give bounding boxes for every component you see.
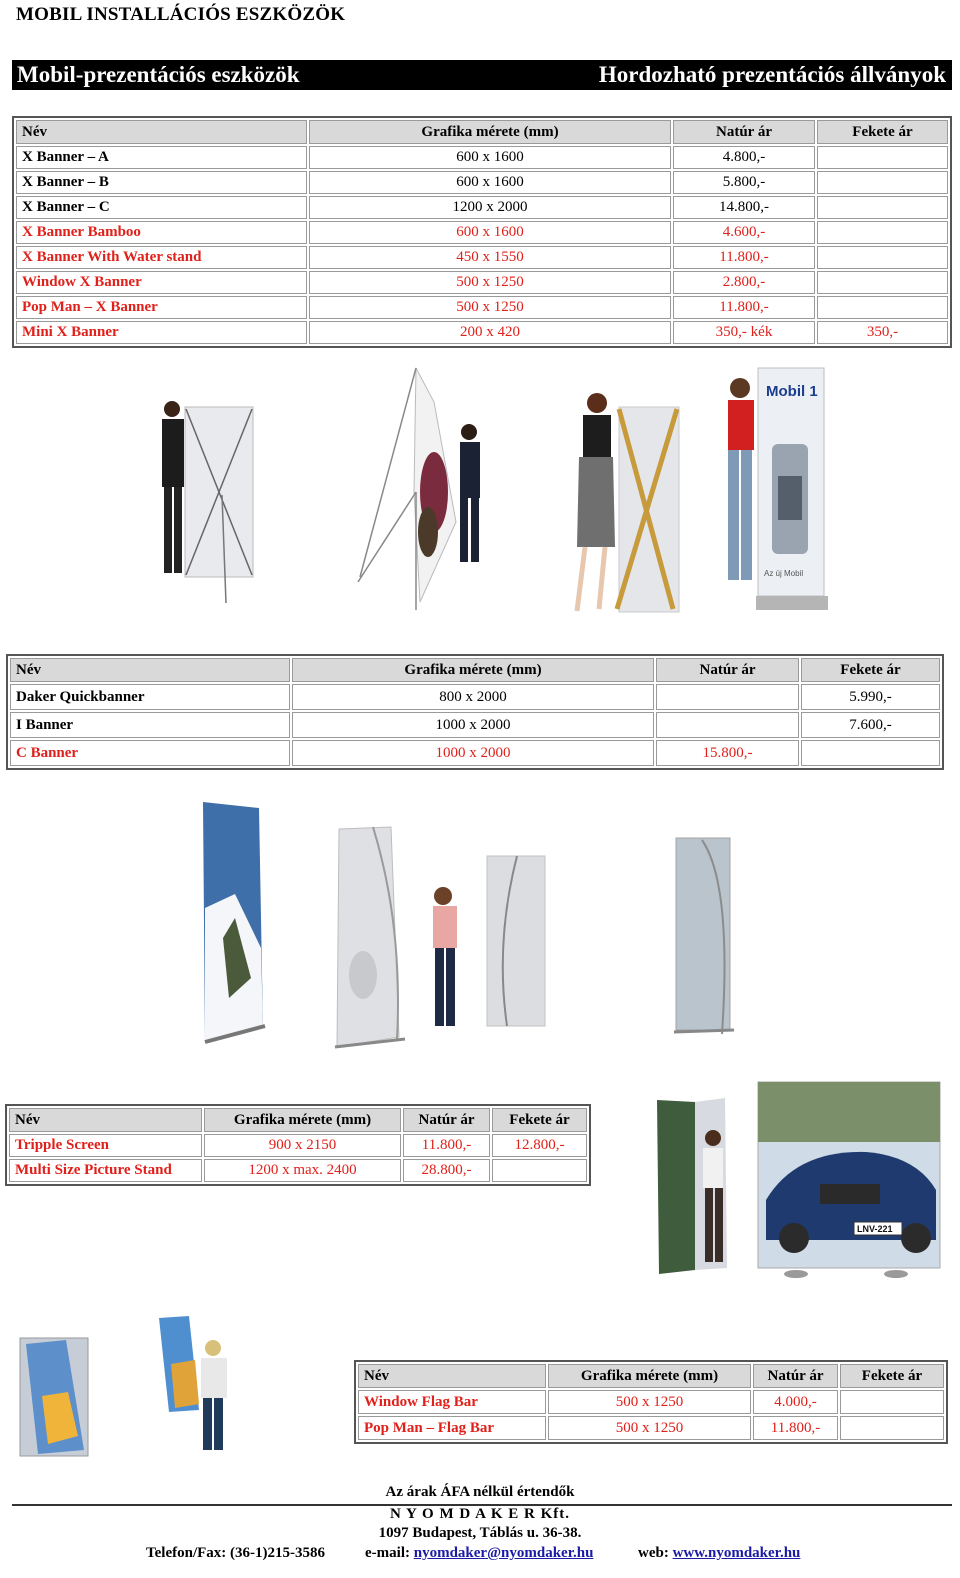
c-banner-photo	[672, 834, 737, 1039]
table-row	[16, 171, 948, 194]
cell-size: 1000 x 2000	[292, 712, 654, 738]
table-row	[10, 712, 940, 738]
i-banner-photo	[333, 825, 408, 1050]
header-size: Grafika mérete (mm)	[548, 1364, 751, 1388]
cell-size: 1200 x max. 2400	[204, 1159, 401, 1182]
header-name: Név	[10, 658, 290, 682]
table-row	[9, 1159, 587, 1182]
header-black: Fekete ár	[492, 1108, 587, 1132]
cell-name: X Banner With Water stand	[16, 246, 307, 269]
cell-name: Window X Banner	[16, 271, 307, 294]
cell-size: 500 x 1250	[548, 1390, 751, 1414]
tripple-screen-photo	[655, 1098, 730, 1278]
cell-natur: 28.800,-	[403, 1159, 490, 1182]
cell-black	[817, 171, 948, 194]
cell-name: X Banner – B	[16, 171, 307, 194]
cell-name: X Banner – A	[16, 146, 307, 169]
cell-size: 450 x 1550	[309, 246, 671, 269]
header-black: Fekete ár	[817, 120, 948, 144]
banner-price-table	[6, 654, 944, 770]
cell-black	[817, 196, 948, 219]
x-banner-price-table	[12, 116, 952, 348]
vat-note: Az árak ÁFA nélkül értendők	[385, 1484, 575, 1500]
cell-black	[817, 246, 948, 269]
cell-size: 600 x 1600	[309, 171, 671, 194]
header-name: Név	[358, 1364, 546, 1388]
cell-black	[817, 146, 948, 169]
header-name: Név	[9, 1108, 202, 1132]
cell-natur	[656, 712, 799, 738]
cell-size: 1000 x 2000	[292, 740, 654, 766]
cell-name: I Banner	[10, 712, 290, 738]
license-plate-text: LNV-221	[857, 1224, 893, 1234]
mobil-x-banner-photo	[710, 362, 830, 617]
document-title: MOBIL INSTALLÁCIÓS ESZKÖZÖK	[16, 4, 346, 25]
cell-name: Mini X Banner	[16, 321, 307, 344]
cell-black	[840, 1416, 944, 1440]
cell-black: 12.800,-	[492, 1134, 587, 1157]
cell-black: 350,-	[817, 321, 948, 344]
table-row	[10, 684, 940, 710]
cell-natur: 350,- kék	[673, 321, 815, 344]
cell-name: Pop Man – X Banner	[16, 296, 307, 319]
web-link[interactable]: www.nyomdaker.hu	[672, 1545, 801, 1561]
table-row	[10, 740, 940, 766]
cell-name: Tripple Screen	[9, 1134, 202, 1157]
multi-size-picture-stand-photo	[756, 1080, 944, 1280]
email-block	[365, 1545, 593, 1562]
table-row	[9, 1134, 587, 1157]
cell-size: 200 x 420	[309, 321, 671, 344]
window-flag-bar-photo	[18, 1336, 90, 1458]
cell-black: 7.600,-	[801, 712, 940, 738]
company-name: N Y O M D A K E R Kft.	[389, 1506, 571, 1522]
cell-name: Multi Size Picture Stand	[9, 1159, 202, 1182]
cell-black: 5.990,-	[801, 684, 940, 710]
cell-natur: 2.800,-	[673, 271, 815, 294]
email-label: e-mail:	[365, 1545, 410, 1561]
company-address: 1097 Budapest, Táblás u. 36-38.	[378, 1525, 582, 1541]
cell-black	[840, 1390, 944, 1414]
header-black: Fekete ár	[801, 658, 940, 682]
cell-size: 900 x 2150	[204, 1134, 401, 1157]
table-row	[16, 221, 948, 244]
cell-size: 600 x 1600	[309, 221, 671, 244]
table-row	[358, 1416, 944, 1440]
banner-left-title: Mobil-prezentációs eszközök	[17, 62, 300, 87]
header-size: Grafika mérete (mm)	[292, 658, 654, 682]
cell-size: 500 x 1250	[309, 296, 671, 319]
web-block	[638, 1545, 800, 1562]
daker-quickbanner-photo	[195, 798, 270, 1048]
header-natur: Natúr ár	[656, 658, 799, 682]
mobil-logo-text: Mobil 1	[766, 383, 818, 400]
cell-name: Daker Quickbanner	[10, 684, 290, 710]
table-row	[358, 1390, 944, 1414]
screen-price-table	[5, 1104, 591, 1186]
flag-bar-price-table	[354, 1360, 948, 1444]
cell-natur: 11.800,-	[403, 1134, 490, 1157]
header-name: Név	[16, 120, 307, 144]
cell-black	[817, 221, 948, 244]
table-row	[16, 271, 948, 294]
cell-natur: 5.800,-	[673, 171, 815, 194]
cell-natur: 15.800,-	[656, 740, 799, 766]
cell-natur: 4.600,-	[673, 221, 815, 244]
table-row	[16, 196, 948, 219]
web-label: web:	[638, 1545, 669, 1561]
cell-black	[817, 271, 948, 294]
cell-black	[817, 296, 948, 319]
cell-natur: 11.800,-	[673, 246, 815, 269]
table-header-row	[358, 1364, 944, 1388]
table-header-row	[10, 658, 940, 682]
pop-man-flag-bar-photo	[155, 1314, 245, 1454]
cell-size: 500 x 1250	[309, 271, 671, 294]
section-banner	[12, 60, 952, 90]
cell-natur: 11.800,-	[753, 1416, 838, 1440]
cell-name: Pop Man – Flag Bar	[358, 1416, 546, 1440]
email-link[interactable]: nyomdaker@nyomdaker.hu	[413, 1545, 594, 1561]
cell-natur: 4.000,-	[753, 1390, 838, 1414]
cell-size: 1200 x 2000	[309, 196, 671, 219]
header-black: Fekete ár	[840, 1364, 944, 1388]
table-row	[16, 321, 948, 344]
table-row	[16, 296, 948, 319]
cell-natur	[656, 684, 799, 710]
x-banner-bamboo-photo	[553, 387, 688, 622]
cell-natur: 14.800,-	[673, 196, 815, 219]
i-banner-person-photo	[425, 852, 555, 1032]
cell-black	[492, 1159, 587, 1182]
cell-size: 600 x 1600	[309, 146, 671, 169]
banner-right-title: Hordozható prezentációs állványok	[598, 62, 946, 87]
x-banner-photo-b	[356, 362, 491, 612]
table-header-row	[16, 120, 948, 144]
table-row	[16, 246, 948, 269]
cell-natur: 11.800,-	[673, 296, 815, 319]
header-size: Grafika mérete (mm)	[204, 1108, 401, 1132]
cell-name: Window Flag Bar	[358, 1390, 546, 1414]
cell-name: X Banner – C	[16, 196, 307, 219]
table-row	[16, 146, 948, 169]
table-header-row	[9, 1108, 587, 1132]
cell-size: 500 x 1250	[548, 1416, 751, 1440]
cell-natur: 4.800,-	[673, 146, 815, 169]
header-natur: Natúr ár	[673, 120, 815, 144]
x-banner-photo-a	[150, 395, 265, 605]
phone-fax: Telefon/Fax: (36-1)215-3586	[146, 1545, 326, 1561]
cell-black	[801, 740, 940, 766]
header-size: Grafika mérete (mm)	[309, 120, 671, 144]
cell-name: C Banner	[10, 740, 290, 766]
header-natur: Natúr ár	[753, 1364, 838, 1388]
mobil-small-text: Az új Mobil	[764, 569, 804, 578]
cell-name: X Banner Bamboo	[16, 221, 307, 244]
header-natur: Natúr ár	[403, 1108, 490, 1132]
cell-size: 800 x 2000	[292, 684, 654, 710]
